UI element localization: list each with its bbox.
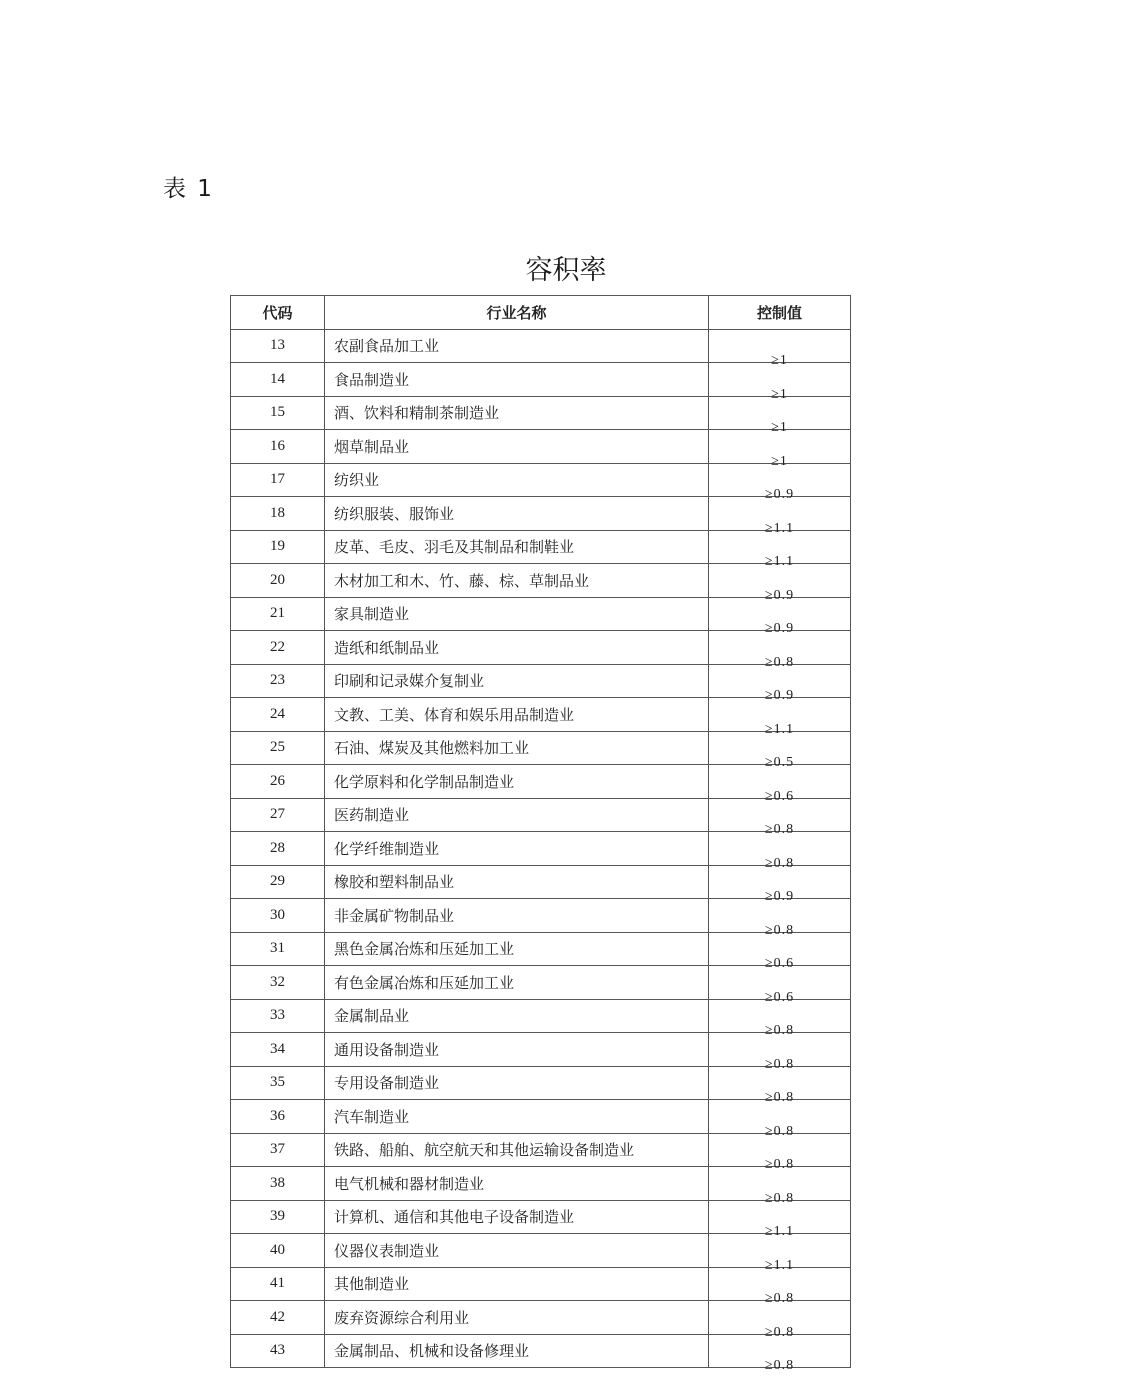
table-row (231, 865, 851, 899)
control-value-cell (709, 932, 851, 971)
industry-code: 43 (231, 1334, 325, 1368)
header-industry-name: 行业名称 (325, 296, 709, 330)
control-value: ≥1.1 (764, 520, 795, 536)
control-value-cell (709, 631, 851, 670)
industry-code: 33 (231, 999, 325, 1033)
control-value-cell (709, 899, 851, 938)
industry-name: 其他制造业 (325, 1267, 709, 1301)
industry-code: 21 (231, 597, 325, 631)
table-row (231, 1234, 851, 1268)
table-row (231, 396, 851, 430)
industry-name: 金属制品业 (325, 999, 709, 1033)
table-row (231, 329, 851, 363)
industry-name: 农副食品加工业 (325, 329, 709, 363)
control-value-cell (709, 463, 851, 502)
industry-code: 34 (231, 1033, 325, 1067)
header-control-value: 控制值 (709, 296, 851, 330)
industry-code: 35 (231, 1066, 325, 1100)
control-value-cell (709, 396, 851, 435)
industry-code: 13 (231, 329, 325, 363)
control-value: ≥0.8 (764, 1190, 795, 1206)
industry-code: 36 (231, 1100, 325, 1134)
control-value-cell (709, 698, 851, 737)
table-header-row (231, 296, 851, 330)
industry-code: 24 (231, 698, 325, 732)
control-value: ≥0.8 (764, 1157, 795, 1172)
table-row (231, 430, 851, 464)
control-value: ≥1.1 (764, 721, 795, 737)
control-value-cell (709, 966, 851, 1005)
header-code: 代码 (231, 296, 325, 330)
industry-code: 18 (231, 497, 325, 531)
industry-name: 金属制品、机械和设备修理业 (325, 1334, 709, 1368)
industry-code: 23 (231, 664, 325, 698)
table-row (231, 1100, 851, 1134)
industry-code: 19 (231, 530, 325, 564)
plot-ratio-table (230, 295, 851, 1373)
page-label: 表 1 (163, 176, 214, 202)
control-value-cell (709, 731, 851, 770)
table-row (231, 664, 851, 698)
control-value: ≥0.8 (764, 1291, 795, 1306)
control-value-cell (709, 430, 851, 469)
industry-code: 29 (231, 865, 325, 899)
industry-name: 纺织业 (325, 463, 709, 497)
industry-name: 橡胶和塑料制品业 (325, 865, 709, 899)
control-value-cell (709, 530, 851, 569)
control-value-cell (709, 597, 851, 636)
control-value-cell (709, 1100, 851, 1139)
plot-ratio-table-container (230, 295, 850, 1373)
industry-name: 化学纤维制造业 (325, 832, 709, 866)
industry-name: 废弃资源综合利用业 (325, 1301, 709, 1335)
industry-name: 计算机、通信和其他电子设备制造业 (325, 1200, 709, 1234)
control-value-cell (709, 798, 851, 837)
industry-code: 15 (231, 396, 325, 430)
control-value-cell (709, 664, 851, 703)
industry-name: 铁路、船舶、航空航天和其他运输设备制造业 (325, 1133, 709, 1167)
industry-code: 30 (231, 899, 325, 933)
industry-name: 石油、煤炭及其他燃料加工业 (325, 731, 709, 765)
industry-code: 31 (231, 932, 325, 966)
control-value: ≥0.8 (764, 654, 795, 670)
control-value-cell (709, 1267, 851, 1306)
control-value: ≥0.6 (764, 989, 795, 1005)
industry-name: 木材加工和木、竹、藤、棕、草制品业 (325, 564, 709, 598)
industry-code: 40 (231, 1234, 325, 1268)
table-row (231, 832, 851, 866)
table-row (231, 1334, 851, 1368)
control-value: ≥0.5 (764, 755, 795, 770)
control-value: ≥0.6 (764, 956, 795, 971)
control-value: ≥1 (771, 386, 788, 402)
control-value: ≥0.8 (764, 855, 795, 871)
control-value: ≥0.8 (764, 1324, 795, 1340)
industry-name: 酒、饮料和精制茶制造业 (325, 396, 709, 430)
table-row (231, 497, 851, 531)
industry-name: 专用设备制造业 (325, 1066, 709, 1100)
table-row (231, 966, 851, 1000)
industry-code: 14 (231, 363, 325, 397)
table-row (231, 1133, 851, 1167)
table-row (231, 597, 851, 631)
control-value: ≥0.8 (764, 1090, 795, 1105)
industry-name: 皮革、毛皮、羽毛及其制品和制鞋业 (325, 530, 709, 564)
control-value-cell (709, 1033, 851, 1072)
industry-name: 通用设备制造业 (325, 1033, 709, 1067)
table-row (231, 765, 851, 799)
industry-code: 26 (231, 765, 325, 799)
control-value: ≥0.8 (764, 922, 795, 938)
control-value: ≥0.8 (764, 1023, 795, 1038)
industry-name: 医药制造业 (325, 798, 709, 832)
control-value: ≥1.1 (764, 1224, 795, 1239)
industry-code: 37 (231, 1133, 325, 1167)
table-body (231, 329, 851, 1373)
industry-code: 32 (231, 966, 325, 1000)
control-value-cell (709, 765, 851, 804)
industry-name: 汽车制造业 (325, 1100, 709, 1134)
industry-name: 烟草制品业 (325, 430, 709, 464)
control-value: ≥1.1 (764, 554, 795, 569)
table-row (231, 798, 851, 832)
control-value: ≥1 (771, 353, 788, 368)
control-value-cell (709, 1334, 851, 1373)
table-row (231, 463, 851, 497)
industry-name: 化学原料和化学制品制造业 (325, 765, 709, 799)
industry-code: 17 (231, 463, 325, 497)
industry-code: 41 (231, 1267, 325, 1301)
industry-name: 电气机械和器材制造业 (325, 1167, 709, 1201)
table-row (231, 631, 851, 665)
control-value: ≥1.1 (764, 1257, 795, 1273)
control-value: ≥0.8 (764, 1056, 795, 1072)
industry-name: 文教、工美、体育和娱乐用品制造业 (325, 698, 709, 732)
table-row (231, 363, 851, 397)
control-value: ≥0.9 (764, 587, 795, 603)
control-value: ≥0.8 (764, 1123, 795, 1139)
control-value-cell (709, 865, 851, 904)
control-value: ≥0.9 (764, 487, 795, 502)
table-row (231, 1301, 851, 1335)
industry-name: 造纸和纸制品业 (325, 631, 709, 665)
industry-name: 非金属矿物制品业 (325, 899, 709, 933)
control-value-cell (709, 1066, 851, 1105)
industry-code: 28 (231, 832, 325, 866)
table-row (231, 1167, 851, 1201)
table-row (231, 731, 851, 765)
table-row (231, 564, 851, 598)
control-value-cell (709, 497, 851, 536)
table-row (231, 1200, 851, 1234)
control-value-cell (709, 363, 851, 402)
industry-name: 食品制造业 (325, 363, 709, 397)
table-title: 容积率 (525, 255, 607, 286)
table-row (231, 1033, 851, 1067)
control-value-cell (709, 1234, 851, 1273)
control-value: ≥0.9 (764, 621, 795, 636)
table-row (231, 899, 851, 933)
industry-name: 有色金属冶炼和压延加工业 (325, 966, 709, 1000)
control-value: ≥1 (771, 420, 788, 435)
control-value-cell (709, 564, 851, 603)
industry-code: 22 (231, 631, 325, 665)
control-value-cell (709, 999, 851, 1038)
table-row (231, 1066, 851, 1100)
table-row (231, 999, 851, 1033)
control-value-cell (709, 1133, 851, 1172)
control-value-cell (709, 1301, 851, 1340)
industry-code: 27 (231, 798, 325, 832)
control-value-cell (709, 329, 851, 368)
control-value-cell (709, 832, 851, 871)
industry-name: 纺织服装、服饰业 (325, 497, 709, 531)
control-value-cell (709, 1167, 851, 1206)
control-value: ≥0.9 (764, 889, 795, 904)
table-row (231, 932, 851, 966)
table-row (231, 1267, 851, 1301)
control-value: ≥1 (771, 453, 788, 469)
control-value: ≥0.9 (764, 688, 795, 703)
control-value: ≥0.8 (764, 1358, 795, 1373)
control-value: ≥0.6 (764, 788, 795, 804)
industry-name: 黑色金属冶炼和压延加工业 (325, 932, 709, 966)
industry-name: 仪器仪表制造业 (325, 1234, 709, 1268)
industry-code: 38 (231, 1167, 325, 1201)
industry-code: 20 (231, 564, 325, 598)
industry-code: 16 (231, 430, 325, 464)
industry-name: 印刷和记录媒介复制业 (325, 664, 709, 698)
industry-name: 家具制造业 (325, 597, 709, 631)
control-value: ≥0.8 (764, 822, 795, 837)
industry-code: 25 (231, 731, 325, 765)
table-row (231, 530, 851, 564)
control-value-cell (709, 1200, 851, 1239)
industry-code: 39 (231, 1200, 325, 1234)
industry-code: 42 (231, 1301, 325, 1335)
table-row (231, 698, 851, 732)
